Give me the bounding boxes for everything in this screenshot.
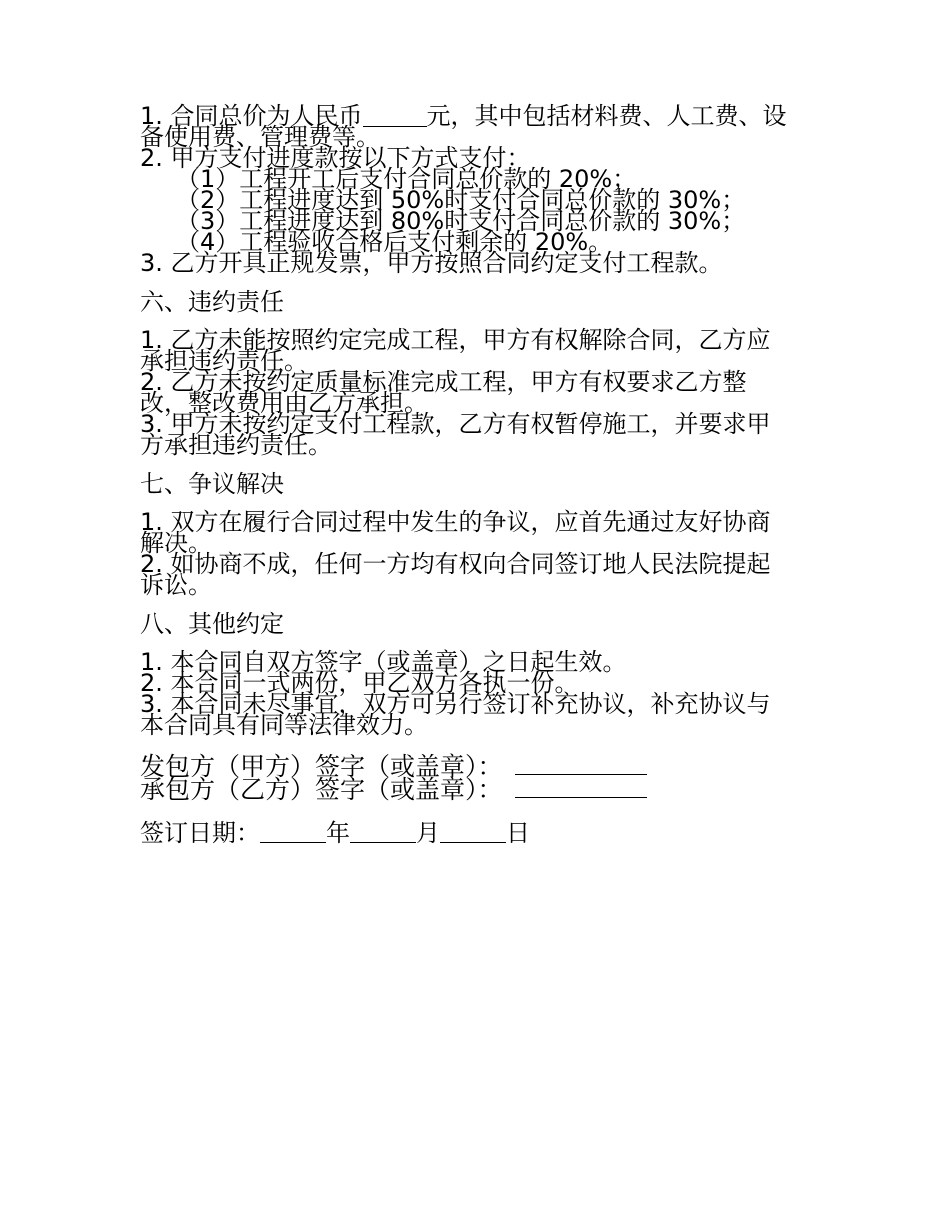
date-month-blank xyxy=(350,822,416,843)
payment-line-1-cont: 备使用费、管理费等。 xyxy=(140,123,380,151)
clause-line: 改，整改费用由乙方承担。 xyxy=(140,389,428,417)
date-month-label: 月 xyxy=(416,819,440,847)
payment-line-1-text: 1. 合同总价为人民币 xyxy=(140,102,363,130)
payment-item: （4）工程验收合格后支付剩余的 20%。 xyxy=(176,228,613,256)
section-heading-dispute: 七、争议解决 xyxy=(140,470,284,498)
clause-line: 2. 乙方未按约定质量标准完成工程，甲方有权要求乙方整 xyxy=(140,368,747,396)
date-year-label: 年 xyxy=(326,819,350,847)
dispute-section xyxy=(140,508,820,599)
clause-line: 方承担违约责任。 xyxy=(140,431,332,459)
payment-section xyxy=(140,102,820,277)
signature-party-a-label: 发包方（甲方）签字（或盖章）： xyxy=(140,752,503,781)
other-section xyxy=(140,648,820,739)
section-heading-breach: 六、违约责任 xyxy=(140,288,284,316)
breach-section xyxy=(140,326,820,459)
signature-party-b-label: 承包方（乙方）签字（或盖章）： xyxy=(140,775,503,804)
clause-line: 诉讼。 xyxy=(140,571,212,599)
clause-line: 3. 甲方未按约定支付工程款，乙方有权暂停施工，并要求甲 xyxy=(140,410,771,438)
payment-item: （2）工程进度达到 50%时支付合同总价款的 30%； xyxy=(176,186,746,214)
signature-party-b-blank xyxy=(515,777,647,798)
date-day-blank xyxy=(440,822,506,843)
payment-line-3: 3. 乙方开具正规发票，甲方按照合同约定支付工程款。 xyxy=(140,249,723,277)
payment-item: （1）工程开工后支付合同总价款的 20%； xyxy=(176,165,637,193)
signature-party-a xyxy=(140,752,820,781)
payment-item: （3）工程进度达到 80%时支付合同总价款的 30%； xyxy=(176,207,746,235)
clause-line: 解决。 xyxy=(140,529,212,557)
payment-line-1-rest: 元，其中包括材料费、人工费、设 xyxy=(426,102,787,130)
clause-line: 1. 乙方未能按照约定完成工程，甲方有权解除合同，乙方应 xyxy=(140,326,771,354)
signature-party-a-blank xyxy=(515,754,647,775)
date-year-blank xyxy=(260,822,326,843)
clause-line: 3. 本合同未尽事宜，双方可另行签订补充协议，补充协议与 xyxy=(140,690,771,718)
clause-line: 2. 本合同一式两份，甲乙双方各执一份。 xyxy=(140,669,579,697)
signing-date-label: 签订日期： xyxy=(140,819,260,847)
payment-line-2: 2. 甲方支付进度款按以下方式支付： xyxy=(140,144,531,172)
signature-block xyxy=(140,752,820,804)
clause-line: 1. 本合同自双方签字（或盖章）之日起生效。 xyxy=(140,648,627,676)
contract-body xyxy=(140,102,820,848)
clause-line: 2. 如协商不成，任何一方均有权向合同签订地人民法院提起 xyxy=(140,550,771,578)
section-heading-other: 八、其他约定 xyxy=(140,610,284,638)
signing-date xyxy=(140,818,820,848)
clause-line: 承担违约责任。 xyxy=(140,347,308,375)
date-day-label: 日 xyxy=(506,819,530,847)
clause-line: 1. 双方在履行合同过程中发生的争议，应首先通过友好协商 xyxy=(140,508,771,536)
signature-party-b xyxy=(140,775,820,804)
clause-line: 本合同具有同等法律效力。 xyxy=(140,711,428,739)
